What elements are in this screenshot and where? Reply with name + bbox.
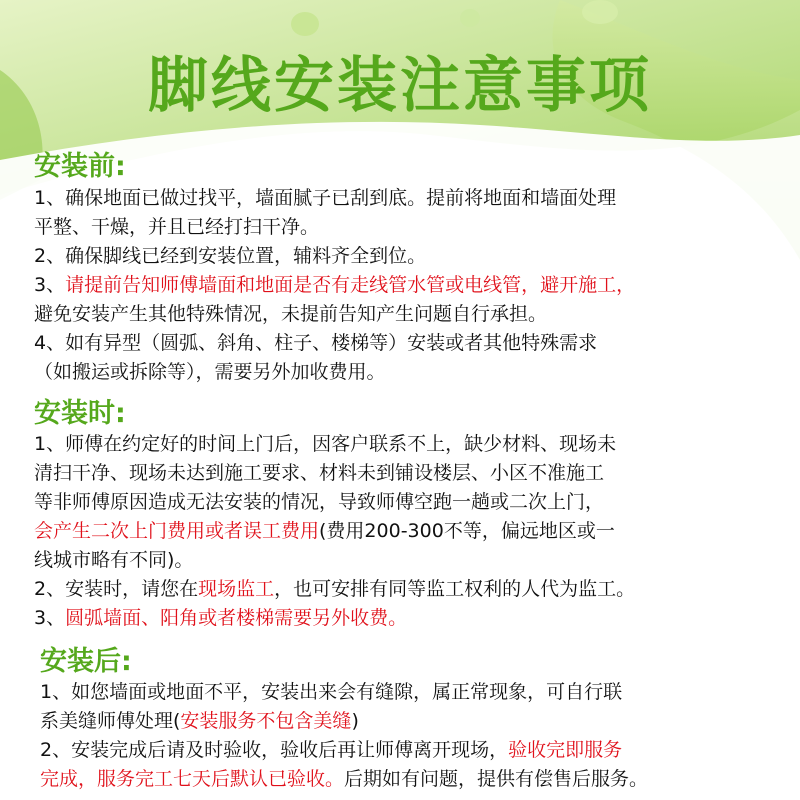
- before-item-1-line-1: 1、确保地面已做过找平，墙面腻子已刮到底。提前将地面和墙面处理: [34, 187, 617, 209]
- during-item-2-suffix: ，也可安排有同等监工权利的人代为监工。: [274, 578, 636, 600]
- after-item-1-suffix: ): [351, 710, 359, 732]
- before-item-4-line-2: （如搬运或拆除等），需要另外加收费用。: [34, 361, 386, 383]
- after-item-1-line-1: 1、如您墙面或地面不平，安装出来会有缝隙，属正常现象，可自行联: [40, 681, 623, 703]
- during-item-1-warning: 会产生二次上门费用或者误工费用: [34, 520, 320, 542]
- during-item-3: [34, 604, 407, 633]
- after-item-2-line-2: [40, 765, 648, 794]
- section-heading-after: 安装后:: [40, 646, 132, 677]
- before-item-3-prefix: 3、: [34, 274, 66, 296]
- during-item-1-line-5: 线城市略有不同)。: [34, 549, 194, 571]
- after-item-2-line-1: [40, 736, 648, 765]
- after-item-1-prefix: 系美缝师傅处理(: [40, 710, 181, 732]
- after-item-1: [40, 678, 622, 736]
- after-item-2-suffix: 后期如有问题，提供有偿售后服务。: [344, 768, 649, 790]
- before-item-2-line-1: 2、确保脚线已经到安装位置，辅料齐全到位。: [34, 245, 427, 267]
- before-item-1-line-2: 平整、干燥，并且已经打扫干净。: [34, 216, 320, 238]
- section-heading-during: 安装时:: [34, 398, 126, 429]
- during-item-1-line-4: [34, 517, 616, 546]
- during-item-1-line-3: 等非师傅原因造成无法安装的情况，导致师傅空跑一趟或二次上门，: [34, 491, 605, 513]
- after-item-1-warning: 安装服务不包含美缝: [180, 710, 352, 732]
- section-heading-before: 安装前:: [34, 151, 126, 182]
- during-item-3-line-1: [34, 604, 407, 633]
- after-item-2-prefix: 2、安装完成后请及时验收，验收后再让师傅离开现场，: [40, 739, 509, 761]
- before-item-3-line-1: [34, 271, 635, 300]
- after-item-2: [40, 736, 648, 794]
- during-item-1-line-1: 1、师傅在约定好的时间上门后，因客户联系不上，缺少材料、现场未: [34, 433, 617, 455]
- during-item-2-warning: 现场监工: [198, 578, 275, 600]
- during-item-2-line-1: [34, 575, 635, 604]
- before-item-4-line-1: 4、如有异型（圆弧、斜角、柱子、楼梯等）安装或者其他特殊需求: [34, 332, 598, 354]
- before-item-3: [34, 271, 635, 329]
- during-item-1: [34, 430, 616, 575]
- before-item-4: [34, 329, 597, 387]
- before-item-3-line-2: 避免安装产生其他特殊情况，未提前告知产生问题自行承担。: [34, 303, 548, 325]
- page-title: 脚线安装注意事项: [148, 51, 652, 121]
- during-item-2: [34, 575, 635, 604]
- during-item-1-fee-note: (费用200-300不等，偏远地区或一: [319, 520, 615, 542]
- during-item-2-prefix: 2、安装时，请您在: [34, 578, 199, 600]
- after-item-2-warning-1: 验收完即服务: [508, 739, 623, 761]
- after-item-2-warning-2: 完成，服务完工七天后默认已验收。: [40, 768, 345, 790]
- after-item-1-line-2: [40, 707, 622, 736]
- during-item-1-line-2: 清扫干净、现场未达到施工要求、材料未到铺设楼层、小区不准施工: [34, 462, 605, 484]
- before-item-2: [34, 242, 426, 271]
- before-item-3-warning: 请提前告知师傅墙面和地面是否有走线管水管或电线管，避开施工，: [65, 274, 636, 296]
- during-item-3-prefix: 3、: [34, 607, 66, 629]
- before-item-1: [34, 184, 616, 242]
- during-item-3-warning: 圆弧墙面、阳角或者楼梯需要另外收费。: [65, 607, 408, 629]
